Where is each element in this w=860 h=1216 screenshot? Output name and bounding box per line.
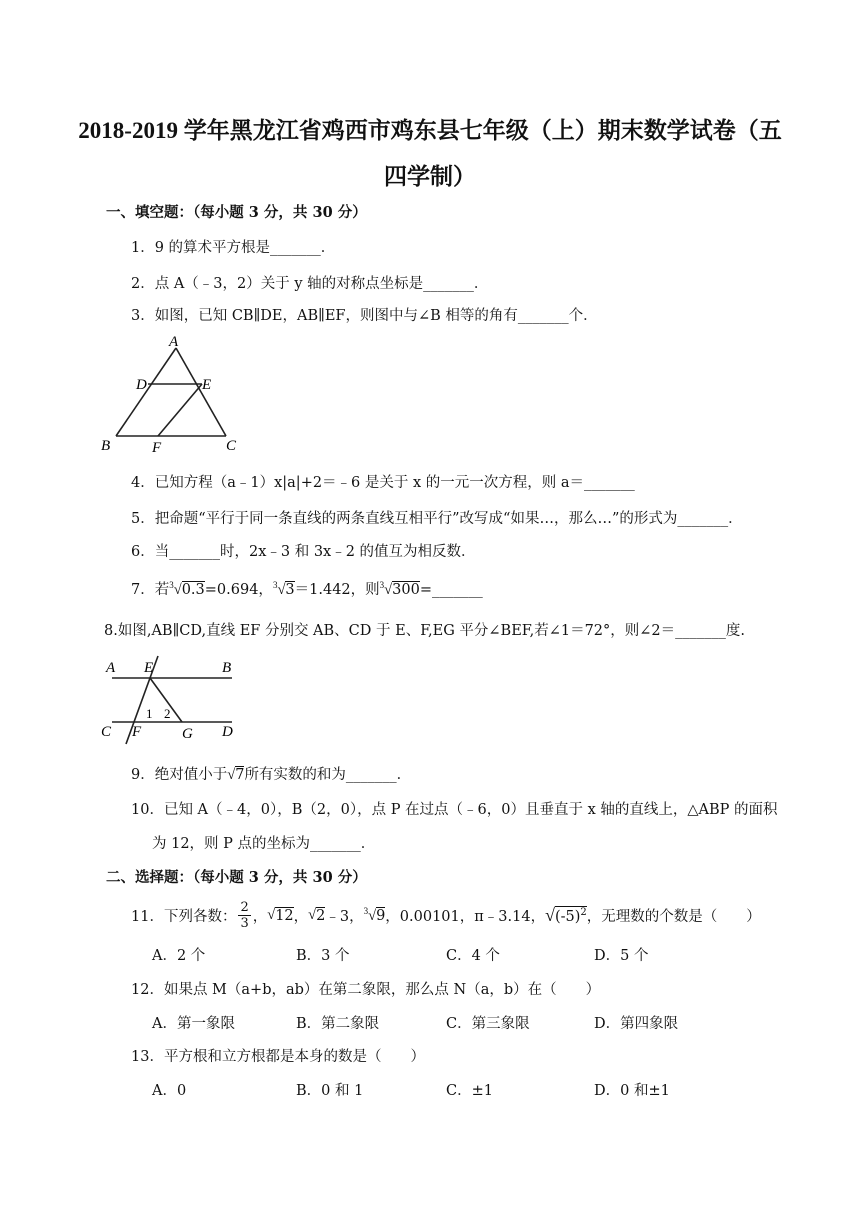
q11-minus-3: ﹣3， [325,909,364,925]
question-1: 1．9 的算术平方根是_______． [131,240,336,256]
fig1-label-E: E [202,377,212,393]
sqrt-sign: √ [227,767,236,783]
q12-option-c[interactable]: C．第三象限 [446,1016,530,1032]
cube-root-sign: $^3$√ [379,580,393,598]
question-10-line-2: 为 12，则 P 点的坐标为_______． [152,836,376,852]
q11-option-c[interactable]: C．4 个 [446,948,500,964]
fig2-label-C: C [101,724,112,740]
q13-option-b[interactable]: B．0 和 1 [296,1083,364,1099]
section-2-heading: 二、选择题：（每小题 3 分，共 30 分） [106,869,367,886]
q13-option-a[interactable]: A．0 [152,1083,187,1099]
q11-radicand-9: 9 [376,908,386,924]
fig2-angle-1: 1 [146,706,153,721]
question-6: 6．当_______时，2x﹣3 和 3x﹣2 的值互为相反数． [131,544,476,560]
fig1-label-F: F [152,440,162,454]
fig1-label-B: B [101,438,111,454]
question-13: 13．平方根和立方根都是本身的数是（ ） [131,1049,425,1065]
q12-option-d[interactable]: D．第四象限 [594,1016,679,1032]
q7-value-3: =_______ [419,582,483,598]
cube-root-sign: $^3$√ [272,580,286,598]
fig1-label-A: A [169,334,179,350]
question-2: 2．点 A（﹣3，2）关于 y 轴的对称点坐标是_______． [131,276,489,292]
fraction-numerator: 2 [240,900,249,915]
fraction-two-thirds [238,900,250,931]
q7-radicand-1: 0.3 [181,582,205,598]
question-7 [131,578,483,599]
question-8: 8.如图,AB∥CD,直线 EF 分别交 AB、CD 于 E、F,EG 平分∠BEF,若∠1＝72°，则∠2＝_______度. [104,623,746,639]
question-4: 4．已知方程（a﹣1）x|a|+2＝﹣6 是关于 x 的一元一次方程，则 a＝_______ [131,475,635,491]
cube-root-sign: $^3$√ [363,906,377,924]
fig2-label-E: E [144,660,154,676]
q12-option-a[interactable]: A．第一象限 [152,1016,235,1032]
question-11: 11．下列各数： $\frac{2}{3}$ ， √ 12 ， √ 2 ﹣3， $^3$√ 9 ，0.00101，π﹣3.14， √ $(-5)^2$ ，无理数的个数是（ ） [131,900,761,931]
q11-option-a[interactable]: A．2 个 [152,948,206,964]
fig2-label-F: F [132,724,142,740]
section-1-heading: 一、填空题：（每小题 3 分，共 30 分） [106,204,367,221]
q11-option-d[interactable]: D．5 个 [594,948,649,964]
sqrt-sign: √ [308,907,317,923]
page-title-line-1: 2018-2019 学年黑龙江省鸡西市鸡东县七年级（上）期末数学试卷（五 [78,118,782,143]
fig1-label-C: C [226,438,237,454]
q11-tail: ，无理数的个数是（ ） [586,909,761,925]
q7-value-1: =0.694， [204,582,273,598]
triangle-figure [98,332,248,454]
fig1-label-D: D [136,377,147,393]
q9-radicand: 7 [235,767,245,783]
question-9 [131,763,411,784]
page-title-line-2: 四学制） [384,164,476,189]
q7-value-2: ＝1.442，则 [294,582,380,598]
question-10-line-1: 10．已知 A（﹣4，0），B（2，0），点 P 在过点（﹣6，0）且垂直于 x 轴的直线上，△ABP 的面积 [131,802,778,818]
question-12: 12．如果点 M（a+b，ab）在第二象限，那么点 N（a，b）在（ ） [131,982,601,998]
q9-prefix: 9．绝对值小于 [131,767,228,783]
fig2-label-A: A [106,660,116,676]
fig2-angle-2: 2 [164,706,171,721]
parallel-lines-figure [98,650,244,746]
q11-option-b[interactable]: B．3 个 [296,948,350,964]
q11-prefix: 11．下列各数： [131,909,237,925]
q11-radicand-neg5-squared: $(-5)^2$ [554,907,587,925]
q11-radicand-12: 12 [275,908,294,924]
fraction-denominator: 3 [240,916,249,931]
q13-option-d[interactable]: D．0 和±1 [594,1083,670,1099]
cube-root-sign: $^3$√ [169,580,182,598]
q7-radicand-2: 3 [285,582,295,598]
fig2-label-B: B [222,660,232,676]
q11-radicand-2: 2 [316,908,326,924]
fig2-label-D: D [222,724,233,740]
question-5: 5．把命题“平行于同一条直线的两条直线互相平行”改写成“如果…，那么…”的形式为_______． [131,511,743,527]
q12-option-b[interactable]: B．第二象限 [296,1016,380,1032]
q7-prefix: 7．若 [131,582,170,598]
q11-rest: ，0.00101，π﹣3.14， [385,909,546,925]
fig2-label-G: G [182,726,193,742]
question-3: 3．如图，已知 CB∥DE，AB∥EF，则图中与∠B 相等的角有_______个． [131,308,598,324]
q7-radicand-3: 300 [392,582,420,598]
q13-option-c[interactable]: C．±1 [446,1083,493,1099]
sqrt-sign: √ [267,907,276,923]
q9-suffix: 所有实数的和为_______． [244,767,412,783]
sqrt-sign: √ [545,905,555,925]
